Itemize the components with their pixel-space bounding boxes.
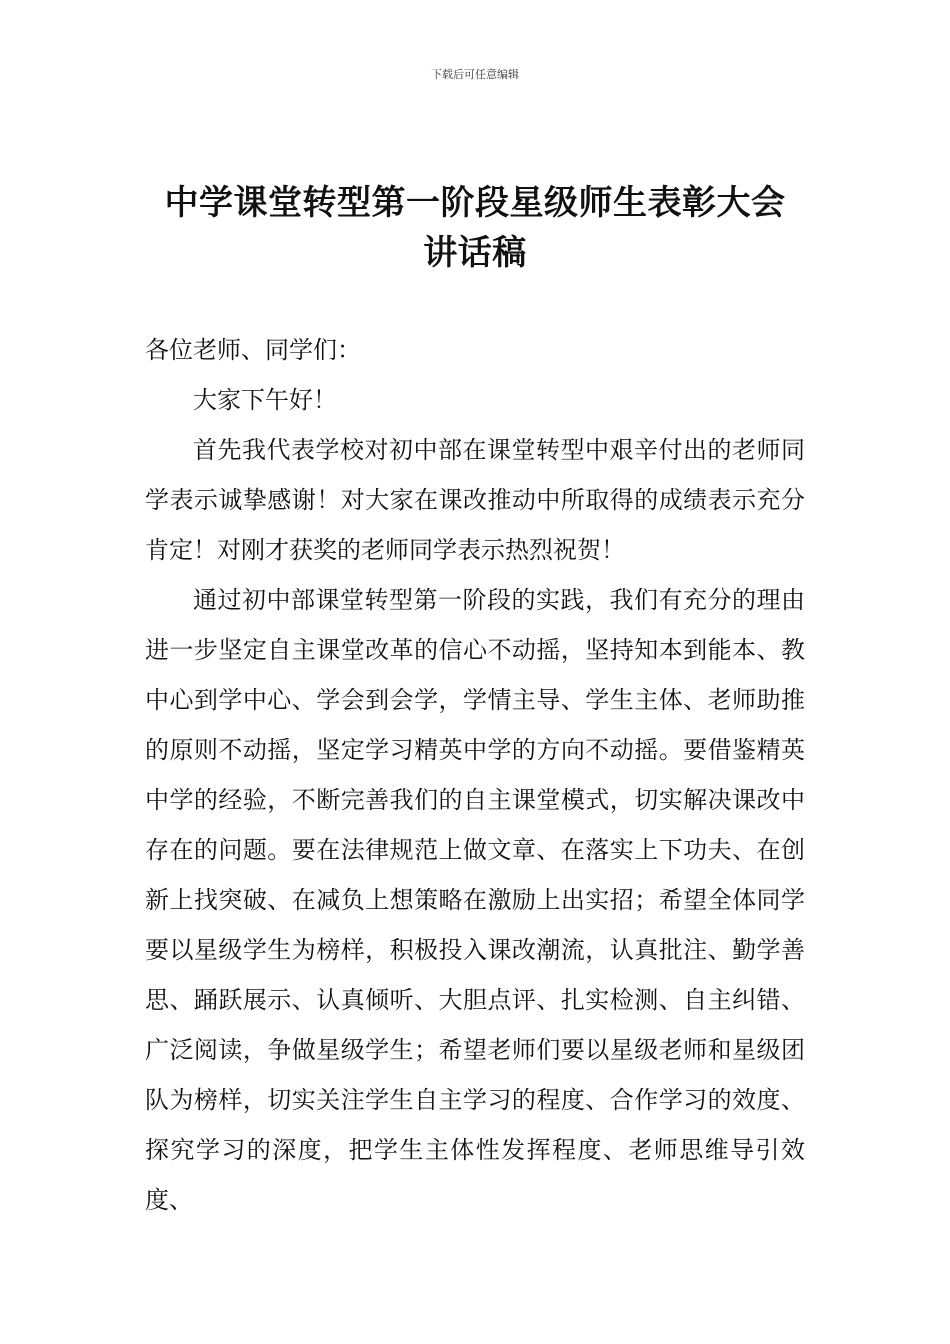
- title-line-1: 中学课堂转型第一阶段星级师生表彰大会: [164, 183, 786, 223]
- title-line-2: 讲话稿: [423, 233, 527, 273]
- salutation: 各位老师、同学们：: [145, 336, 361, 364]
- document-body: [145, 325, 805, 1225]
- paragraph-main: 通过初中部课堂转型第一阶段的实践，我们有充分的理由进一步坚定自主课堂改革的信心不动摇，坚持知本到能本、教中心到学中心、学会到会学，学情主导、学生主体、老师助推的原则不动摇，坚定学习精英中学的方向不动摇。要借鉴精英中学的经验，不断完善我们的自主课堂模式，切实解决课改中存在的问题。要在法律规范上做文章、在落实上下功夫、在创新上找突破、在减负上想策略在激励上出实招；希望全体同学要以星级学生为榜样，积极投入课改潮流，认真批注、勤学善思、踊跃展示、认真倾听、大胆点评、扎实检测、自主纠错、广泛阅读，争做星级学生；希望老师们要以星级老师和星级团队为榜样，切实关注学生自主学习的程度、合作学习的效度、探究学习的深度，把学生主体性发挥程度、老师思维导引效度、: [145, 586, 805, 1214]
- document-title: [120, 178, 830, 278]
- header-note: 下载后可任意编辑: [431, 68, 519, 81]
- paragraph-greeting: 大家下午好！: [193, 386, 337, 414]
- paragraph-thanks: 首先我代表学校对初中部在课堂转型中艰辛付出的老师同学表示诚挚感谢！对大家在课改推动中所取得的成绩表示充分肯定！对刚才获奖的老师同学表示热烈祝贺！: [145, 436, 805, 564]
